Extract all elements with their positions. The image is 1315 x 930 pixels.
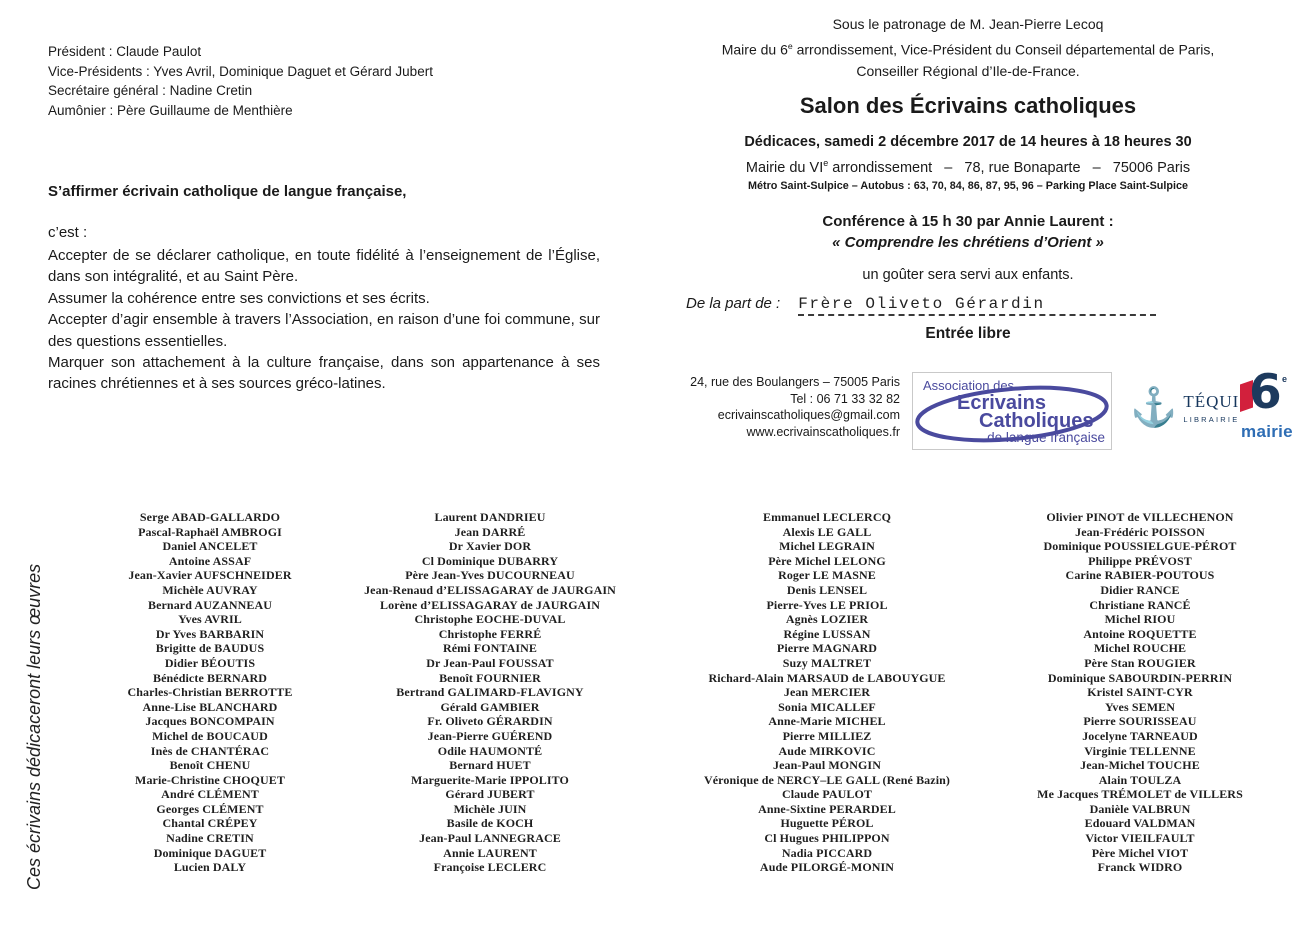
officer-line: Président : Claude Paulot <box>48 44 202 59</box>
author-name: Pierre SOURISSEAU <box>1083 714 1197 729</box>
patronage-line-2-pre: Maire du 6 <box>721 41 788 58</box>
manifesto-point: Assumer la cohérence entre ses convictions et ses écrits. <box>48 289 430 307</box>
author-name: Antoine ASSAF <box>168 553 252 568</box>
patronage-line-2-sup: e <box>787 40 793 51</box>
event-address-pre: Mairie du VI <box>745 159 824 176</box>
author-name: Marguerite-Marie IPPOLITO <box>411 772 569 787</box>
author-name: Bénédicte BERNARD <box>152 670 268 685</box>
author-name: Jean-Xavier AUFSCHNEIDER <box>128 568 292 583</box>
contact-line: ecrivainscatholiques@gmail.com <box>717 408 900 422</box>
author-name: Rémi FONTAINE <box>442 641 538 656</box>
mairie6-logo <box>1238 365 1296 442</box>
author-name: Didier BÉOUTIS <box>164 655 256 670</box>
mairie6-numeral: 6 <box>1249 365 1282 420</box>
author-name: Père Stan ROUGIER <box>1084 655 1196 670</box>
free-entry-note: Entrée libre <box>925 324 1011 342</box>
authors-column-2 <box>340 510 640 875</box>
association-logo <box>912 372 1112 450</box>
manifesto-block <box>48 183 600 395</box>
author-name: Régine LUSSAN <box>783 626 871 641</box>
author-name: Sonia MICALLEF <box>778 699 876 714</box>
author-name: Anne-Sixtine PERARDEL <box>758 801 896 816</box>
manifesto-points <box>48 245 600 395</box>
tequi-name: TÉQUI <box>1183 392 1240 411</box>
patronage-line-3: Conseiller Régional d’Ile-de-France. <box>856 62 1080 79</box>
officer-line: Aumônier : Père Guillaume de Menthière <box>48 102 293 118</box>
author-name: Père Michel LELONG <box>768 553 886 568</box>
author-name: Chantal CRÉPEY <box>162 816 258 831</box>
author-name: Bernard HUET <box>449 758 531 773</box>
officer-line: Secrétaire général : Nadine Cretin <box>48 83 253 98</box>
association-logo-line4: de langue française <box>987 430 1105 445</box>
author-name: Brigitte de BAUDUS <box>155 641 265 656</box>
event-address-post: arrondissement – 78, rue Bonaparte – 75006 Paris <box>828 159 1191 176</box>
author-name: Christophe FERRÉ <box>438 626 542 641</box>
authors-column-4 <box>990 510 1290 875</box>
author-name: Dr Jean-Paul FOUSSAT <box>426 655 554 670</box>
author-name: Michèle JUIN <box>453 801 527 816</box>
author-name: Jean MERCIER <box>783 685 871 700</box>
manifesto-heading: S’affirmer écrivain catholique de langue française, <box>48 183 407 200</box>
author-name: Jacques BONCOMPAIN <box>145 714 275 729</box>
right-page-column <box>660 14 1276 343</box>
author-name: Michel RIOU <box>1104 612 1176 627</box>
from-label: De la part de : <box>686 294 781 312</box>
author-name: Anne-Lise BLANCHARD <box>142 699 278 714</box>
author-name: Philippe PRÉVOST <box>1088 553 1192 568</box>
author-name: Michel de BOUCAUD <box>152 728 268 743</box>
tequi-subtitle: LIBRAIRIE <box>1183 415 1240 424</box>
author-name: Nadine CRETIN <box>166 831 254 846</box>
author-name: Pierre MILLIEZ <box>782 728 872 743</box>
author-name: Edouard VALDMAN <box>1084 816 1196 831</box>
author-name: Franck WIDRO <box>1097 860 1183 875</box>
author-name: Cl Hugues PHILIPPON <box>764 831 890 846</box>
manifesto-point: Accepter d’agir ensemble à travers l’Association, en raison d’une foi commune, sur des questions essentielles. <box>48 311 600 350</box>
patronage-line-2 <box>660 36 1276 61</box>
author-name: Kristel SAINT-CYR <box>1087 685 1193 700</box>
mairie6-mark <box>1238 365 1296 420</box>
author-name: Benoît CHENU <box>169 758 251 773</box>
author-name: Pierre MAGNARD <box>776 641 878 656</box>
authors-column-1 <box>60 510 360 875</box>
association-logo-line2: Ecrivains <box>957 392 1046 414</box>
author-name: Benoît FOURNIER <box>439 670 541 685</box>
manifesto-point: Marquer son attachement à la culture française, dans son appartenance à ses racines chrétiennes et à ses sources gréco-latines. <box>48 354 600 393</box>
author-name: Pierre-Yves LE PRIOL <box>766 597 888 612</box>
author-name: Dominique SABOURDIN-PERRIN <box>1047 670 1233 685</box>
contact-line: 24, rue des Boulangers – 75005 Paris <box>690 375 900 389</box>
conference-topic: « Comprendre les chrétiens d’Orient » <box>832 233 1104 251</box>
author-name: Me Jacques TRÉMOLET de VILLERS <box>1037 787 1243 802</box>
author-name: Dr Xavier DOR <box>448 539 532 554</box>
author-name: Georges CLÉMENT <box>156 801 264 816</box>
author-name: Jean-Renaud d’ELISSAGARAY de JAURGAIN <box>364 582 616 597</box>
author-name: Virginie TELLENNE <box>1084 743 1196 758</box>
author-name: Jean-Paul MONGIN <box>773 758 881 773</box>
author-name: Emmanuel LECLERCQ <box>762 510 892 524</box>
author-name: André CLÉMENT <box>161 787 259 802</box>
authors-column-3 <box>672 510 982 875</box>
author-name: Anne-Marie MICHEL <box>768 714 886 729</box>
author-name: Françoise LECLERC <box>433 860 547 875</box>
author-name: Claude PAULOT <box>781 787 873 802</box>
author-name: Serge ABAD-GALLARDO <box>139 510 281 524</box>
author-name: Alexis LE GALL <box>782 524 872 539</box>
author-name: Pascal-Raphaël AMBROGI <box>138 524 282 539</box>
author-name: Dr Yves BARBARIN <box>155 626 265 641</box>
contact-line: www.ecrivainscatholiques.fr <box>746 424 900 439</box>
author-name: Suzy MALTRET <box>782 655 872 670</box>
author-name: Gérard JUBERT <box>445 787 535 802</box>
association-logo-line3: Catholiques <box>979 410 1094 432</box>
author-name: Odile HAUMONTÉ <box>437 743 543 758</box>
author-name: Roger LE MASNE <box>778 568 876 583</box>
author-name: Didier RANCE <box>1100 582 1180 597</box>
author-name: Agnès LOZIER <box>785 612 869 627</box>
tequi-logo <box>1130 376 1240 440</box>
page-title: Salon des Écrivains catholiques <box>799 93 1137 119</box>
author-name: Michel ROUCHE <box>1093 641 1187 656</box>
mairie6-label: mairie <box>1241 422 1293 441</box>
contact-block <box>660 374 900 440</box>
author-name: Jocelyne TARNEAUD <box>1082 728 1198 743</box>
author-name: Richard-Alain MARSAUD de LABOUYGUE <box>708 670 946 685</box>
author-name: Michèle AUVRAY <box>162 582 258 597</box>
officers-block <box>48 42 433 120</box>
author-name: Daniel ANCELET <box>162 539 258 554</box>
from-name-field: Frère Oliveto Gérardin <box>798 295 1156 316</box>
author-name: Inès de CHANTÉRAC <box>150 743 270 758</box>
author-name: Antoine ROQUETTE <box>1083 626 1197 641</box>
author-name: Jean-Paul LANNEGRACE <box>419 831 561 846</box>
manifesto-intro: c’est : <box>48 224 88 241</box>
author-name: Nadia PICCARD <box>781 845 873 860</box>
event-date-line: Dédicaces, samedi 2 décembre 2017 de 14 heures à 18 heures 30 <box>744 134 1192 151</box>
officer-line: Vice-Présidents : Yves Avril, Dominique Daguet et Gérard Jubert <box>48 63 433 79</box>
author-name: Bertrand GALIMARD-FLAVIGNY <box>396 685 584 700</box>
author-name: Olivier PINOT de VILLECHENON <box>1046 510 1234 524</box>
contact-line: Tel : 06 71 33 32 82 <box>790 391 900 406</box>
anchor-icon: ⚓ <box>1130 387 1178 429</box>
author-name: Lucien DALY <box>173 860 247 875</box>
patronage-line-2-post: arrondissement, Vice-Président du Conseil départemental de Paris, <box>792 41 1215 58</box>
author-name: Dominique POUSSIELGUE-PÉROT <box>1043 539 1237 554</box>
author-name: Véronique de NERCY–LE GALL (René Bazin) <box>703 772 951 787</box>
author-name: Dominique DAGUET <box>153 845 267 860</box>
author-name: Lorène d’ELISSAGARAY de JAURGAIN <box>379 597 600 612</box>
author-name: Yves AVRIL <box>178 612 242 627</box>
author-name: Huguette PÉROL <box>780 816 874 831</box>
author-name: Yves SEMEN <box>1104 699 1175 714</box>
author-name: Charles-Christian BERROTTE <box>127 685 293 700</box>
tequi-wordmark <box>1183 392 1239 424</box>
author-name: Gérald GAMBIER <box>440 699 540 714</box>
author-name: Jean-Frédéric POISSON <box>1075 524 1205 539</box>
conference-line: Conférence à 15 h 30 par Annie Laurent : <box>822 212 1114 230</box>
mairie6-numeral-sup: e <box>1282 374 1288 384</box>
author-name: Bernard AUZANNEAU <box>147 597 273 612</box>
author-name: Christiane RANCÉ <box>1089 597 1191 612</box>
from-row <box>660 295 1276 316</box>
author-name: Aude MIRKOVIC <box>778 743 876 758</box>
event-address-line <box>660 153 1276 179</box>
author-name: Michel LEGRAIN <box>779 539 875 554</box>
author-name: Annie LAURENT <box>443 845 537 860</box>
author-name: Jean DARRÉ <box>454 524 526 539</box>
event-transport-line: Métro Saint-Sulpice – Autobus : 63, 70, 84, 86, 87, 95, 96 – Parking Place Saint-Sulpice <box>747 179 1189 192</box>
vertical-note: Ces écrivains dédicaceront leurs œuvres <box>24 563 44 890</box>
author-name: Cl Dominique DUBARRY <box>421 553 559 568</box>
author-name: Jean-Pierre GUÉREND <box>427 728 553 743</box>
author-name: Denis LENSEL <box>786 582 868 597</box>
author-name: Père Michel VIOT <box>1091 845 1189 860</box>
author-name: Carine RABIER-POUTOUS <box>1065 568 1215 583</box>
author-name: Père Jean-Yves DUCOURNEAU <box>405 568 575 583</box>
patronage-line-1: Sous le patronage de M. Jean-Pierre Lecoq <box>832 16 1104 32</box>
snack-note: un goûter sera servi aux enfants. <box>862 266 1074 283</box>
author-name: Laurent DANDRIEU <box>434 510 546 524</box>
author-name: Alain TOULZA <box>1098 772 1182 787</box>
association-logo-line1: Association des <box>923 378 1015 393</box>
author-name: Victor VIEILFAULT <box>1085 831 1195 846</box>
event-address-sup: e <box>823 158 829 169</box>
author-name: Aude PILORGÉ-MONIN <box>759 860 895 875</box>
author-name: Marie-Christine CHOQUET <box>135 772 285 787</box>
author-name: Christophe EOCHE-DUVAL <box>414 612 566 627</box>
author-name: Fr. Oliveto GÉRARDIN <box>427 714 553 729</box>
author-name: Basile de KOCH <box>446 816 534 831</box>
author-name: Jean-Michel TOUCHE <box>1080 758 1200 773</box>
author-name: Danièle VALBRUN <box>1089 801 1191 816</box>
manifesto-point: Accepter de se déclarer catholique, en toute fidélité à l’enseignement de l’Église, dans son intégralité, et au Saint Père. <box>48 247 600 286</box>
